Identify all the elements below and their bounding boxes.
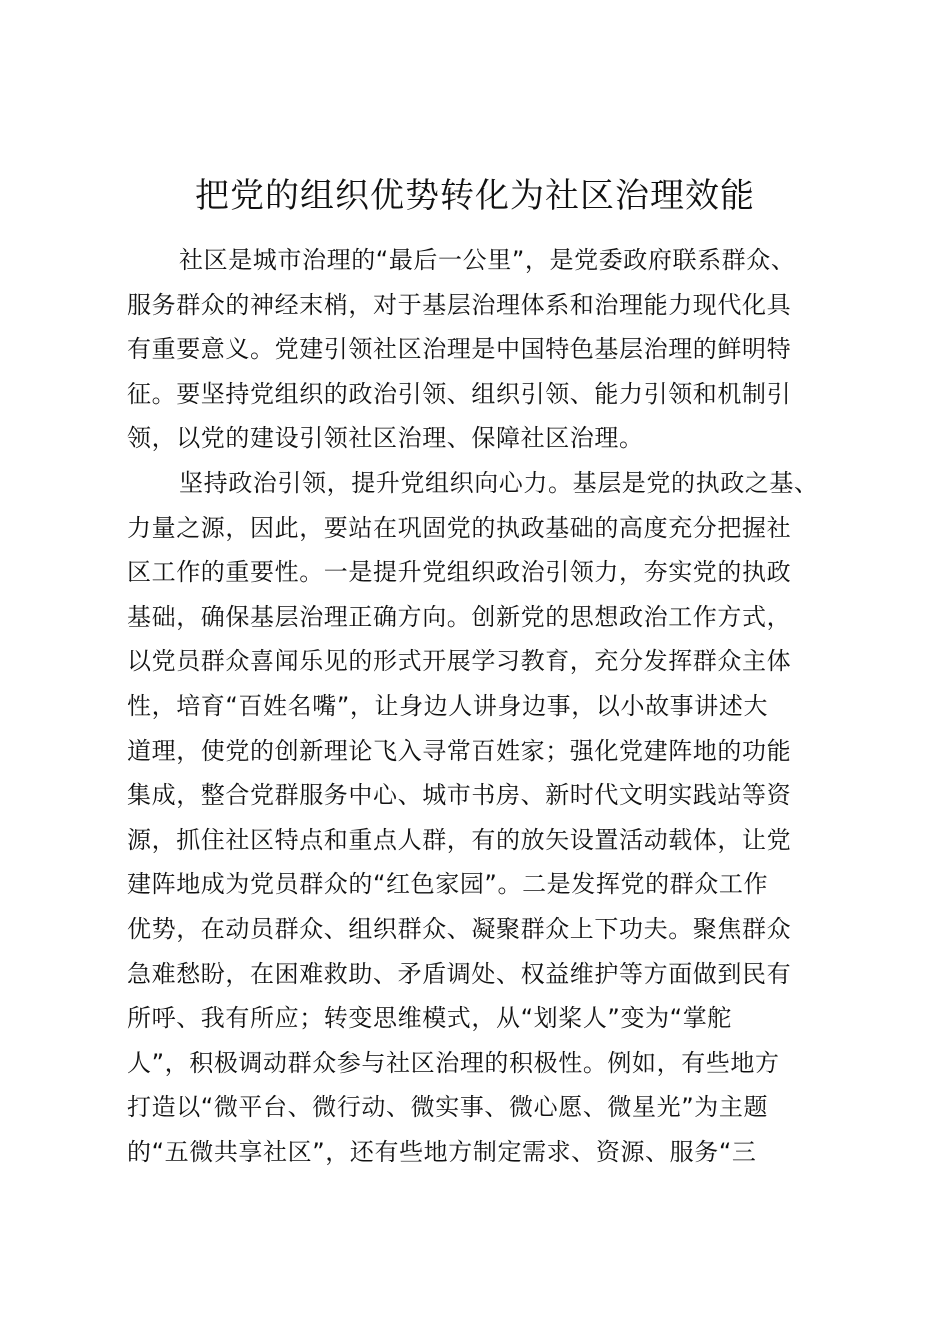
text-line: 打造以“微平台、微行动、微实事、微心愿、微星光”为主题 [127, 1093, 769, 1122]
text-line: 有重要意义。党建引领社区治理是中国特色基层治理的鲜明特 [127, 335, 792, 364]
text-line: 力量之源，因此，要站在巩固党的执政基础的高度充分把握社 [127, 513, 792, 542]
text-line: 集成，整合党群服务中心、城市书房、新时代文明实践站等资 [127, 781, 792, 810]
text-line: 建阵地成为党员群众的“红色家园”。二是发挥党的群众工作 [127, 870, 769, 899]
text-line: 优势，在动员群众、组织群众、凝聚群众上下功夫。聚焦群众 [127, 914, 792, 943]
text-line: 坚持政治引领，提升党组织向心力。基层是党的执政之基、 [179, 468, 819, 497]
text-line: 所呼、我有所应；转变思维模式，从“划桨人”变为“掌舵 [127, 1004, 732, 1033]
text-line: 以党员群众喜闻乐见的形式开展学习教育，充分发挥群众主体 [127, 647, 792, 676]
paragraph-1 [127, 238, 827, 461]
text-line: 的“五微共享社区”，还有些地方制定需求、资源、服务“三 [127, 1137, 757, 1166]
text-line: 急难愁盼，在困难救助、矛盾调处、权益维护等方面做到民有 [127, 959, 792, 988]
text-line: 源，抓住社区特点和重点人群，有的放矢设置活动载体，让党 [127, 825, 792, 854]
document-title: 把党的组织优势转化为社区治理效能 [195, 176, 755, 216]
document-body [127, 238, 827, 1174]
text-line: 性，培育“百姓名嘴”，让身边人讲身边事，以小故事讲述大 [127, 691, 769, 720]
text-line: 社区是城市治理的“最后一公里”，是党委政府联系群众、 [179, 246, 796, 274]
text-line: 人”，积极调动群众参与社区治理的积极性。例如，有些地方 [127, 1048, 780, 1077]
text-line: 道理，使党的创新理论飞入寻常百姓家；强化党建阵地的功能 [127, 736, 792, 765]
text-line: 服务群众的神经末梢，对于基层治理体系和治理能力现代化具 [127, 290, 792, 319]
paragraph-2 [127, 461, 827, 1175]
text-line: 基础，确保基层治理正确方向。创新党的思想政治工作方式， [127, 602, 792, 631]
text-line: 区工作的重要性。一是提升党组织政治引领力，夯实党的执政 [127, 558, 792, 587]
text-line: 征。要坚持党组织的政治引领、组织引领、能力引领和机制引 [127, 379, 792, 408]
text-line: 领，以党的建设引领社区治理、保障社区治理。 [127, 424, 644, 453]
